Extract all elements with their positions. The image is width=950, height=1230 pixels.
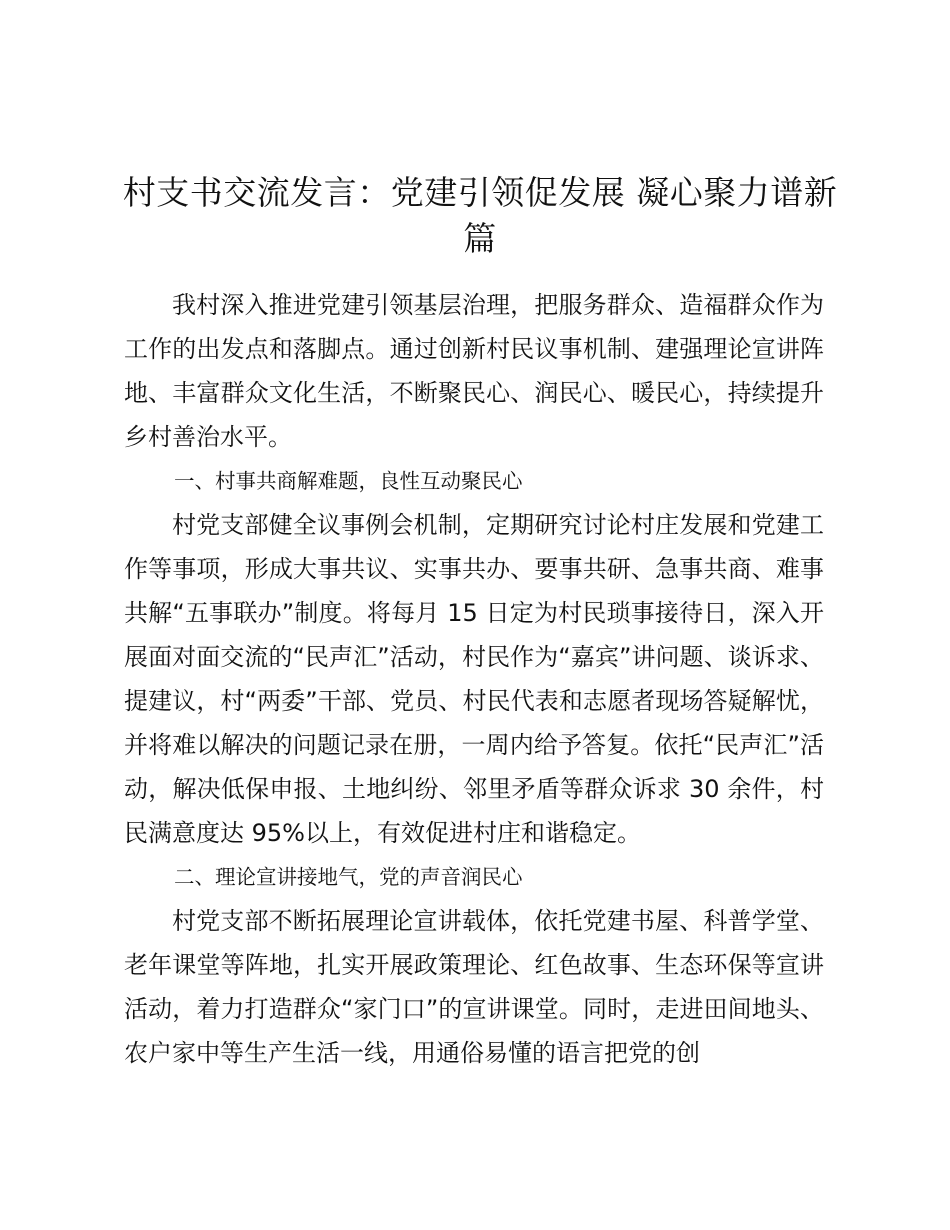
- section-2-paragraph: 村党支部不断拓展理论宣讲载体，依托党建书屋、科普学堂、老年课堂等阵地，扎实开展政策理论、红色故事、生态环保等宣讲活动，着力打造群众“家门口”的宣讲课堂。同时，走进田间地头、农户家中等生产生活一线，用通俗易懂的语言把党的创: [124, 907, 824, 1067]
- section-2-heading: 二、理论宣讲接地气，党的声音润民心: [174, 865, 523, 889]
- document-title: 村支书交流发言：党建引领促发展 凝心聚力谱新篇: [122, 173, 838, 258]
- section-1-heading: 一、村事共商解难题，良性互动聚民心: [174, 469, 523, 493]
- document-body: [124, 283, 824, 1075]
- intro-paragraph: 我村深入推进党建引领基层治理，把服务群众、造福群众作为工作的出发点和落脚点。通过创新村民议事机制、建强理论宣讲阵地、丰富群众文化生活，不断聚民心、润民心、暖民心，持续提升乡村善治水平。: [124, 291, 824, 451]
- section-1-paragraph: 村党支部健全议事例会机制，定期研究讨论村庄发展和党建工作等事项，形成大事共议、实事共办、要事共研、急事共商、难事共解“五事联办”制度。将每月 15 日定为村民琐事接待日，深入开展面对面交流的“民声汇”活动，村民作为“嘉宾”讲问题、谈诉求、提建议，村“两委”干部、党员、村民代表和志愿者现场答疑解忧，并将难以解决的问题记录在册，一周内给予答复。依托“民声汇”活动，解决低保申报、土地纠纷、邻里矛盾等群众诉求 30 余件，村民满意度达 95%以上，有效促进村庄和谐稳定。: [124, 511, 824, 847]
